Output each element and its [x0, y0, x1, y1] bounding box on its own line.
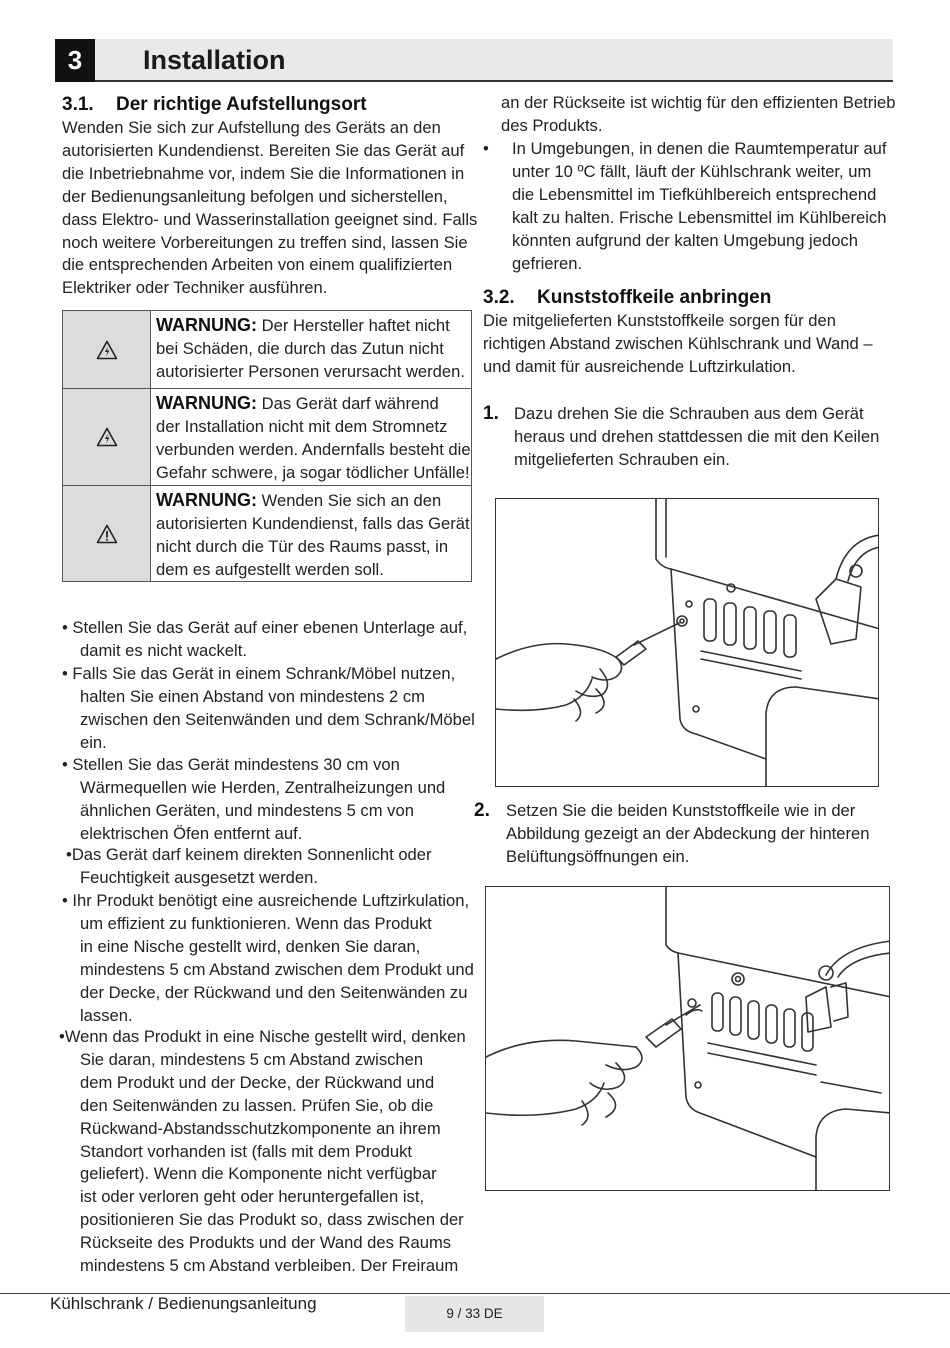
bullet-marker: • — [66, 845, 72, 864]
footer-document-title: Kühlschrank / Bedienungsanleitung — [50, 1294, 317, 1313]
text-line: mindestens 5 cm Abstand verbleiben. Der Freiraum — [80, 1256, 459, 1276]
warning-label: WARNUNG: — [156, 490, 257, 510]
text-line: noch weitere Vorbereitungen zu treffen sind, lassen Sie — [62, 232, 468, 252]
step-number: 1. — [483, 403, 499, 424]
figure-insert-wedges — [485, 886, 890, 1191]
step-text — [506, 800, 870, 869]
text-line: Elektriker oder Techniker ausführen. — [62, 278, 328, 298]
bullet-item — [62, 754, 445, 846]
text-line: ein. — [80, 732, 107, 752]
text-line: geliefert). Wenn die Komponente nicht verfügbar — [80, 1164, 437, 1184]
section-3-1-paragraph — [62, 117, 477, 300]
text-line: nicht durch die Tür des Raums passt, in — [156, 536, 449, 556]
text-line: damit es nicht wackelt. — [80, 640, 247, 660]
text-line: verbunden werden. Andernfalls besteht die — [156, 439, 471, 459]
text-line: die Inbetriebnahme vor, indem Sie die Informationen in — [62, 163, 465, 183]
text-line: Abbildung gezeigt an der Abdeckung der hinteren — [506, 823, 870, 843]
text-line: heraus und drehen stattdessen die mit den Keilen — [514, 426, 880, 446]
text-line: an der Rückseite ist wichtig für den effizienten Betrieb — [501, 93, 896, 112]
chapter-title: Installation — [143, 45, 286, 75]
text-line: Der Hersteller haftet nicht — [257, 316, 450, 335]
text-line: richtigen Abstand zwischen Kühlschrank und Wand – — [483, 333, 873, 353]
text-line: Gefahr schwere, ja sogar tödlicher Unfälle! — [156, 462, 470, 482]
text-line: Belüftungsöffnungen ein. — [506, 846, 690, 866]
bullet-marker: • — [62, 664, 68, 683]
step-text — [514, 403, 879, 472]
step-number: 2. — [474, 800, 490, 821]
text-line: Ihr Produkt benötigt eine ausreichende Luftzirkulation, — [67, 891, 470, 910]
warning-row — [63, 486, 471, 581]
text-line: des Produkts. — [501, 115, 603, 135]
text-line: Setzen Sie die beiden Kunststoffkeile wie in der — [506, 801, 856, 820]
text-line: dass Elektro- und Wasserinstallation geeignet sind. Falls — [62, 209, 478, 229]
text-line: Wenden Sie sich zur Aufstellung des Geräts an den — [62, 118, 441, 137]
text-line: elektrischen Öfen entfernt auf. — [80, 823, 303, 843]
text-line: Dazu drehen Sie die Schrauben aus dem Gerät — [514, 404, 864, 423]
text-line: unter 10 ºC fällt, läuft der Kühlschrank weiter, um — [512, 161, 872, 181]
text-line: Stellen Sie das Gerät mindestens 30 cm von — [67, 755, 400, 774]
text-line: halten Sie einen Abstand von mindestens 2 cm — [80, 686, 426, 706]
warning-row — [63, 389, 471, 486]
text-line: autorisierter Personen verursacht werden. — [156, 361, 465, 381]
warning-label: WARNUNG: — [156, 393, 257, 413]
text-line: der Bedienungsanleitung befolgen und sicherstellen, — [62, 186, 448, 206]
text-line: Standort vorhanden ist (falls mit dem Produkt — [80, 1141, 413, 1161]
text-line: dem Produkt und der Decke, der Rückwand und — [80, 1072, 435, 1092]
fridge-back-illustration — [496, 499, 879, 787]
warning-row — [63, 311, 471, 389]
text-line: lassen. — [80, 1005, 133, 1025]
text-line: bei Schäden, die durch das Zutun nicht — [156, 338, 444, 358]
text-line: die Lebensmittel im Tiefkühlbereich entsprechend — [512, 184, 877, 204]
text-line: Rückseite des Produkts und der Wand des Raums — [80, 1233, 452, 1253]
bullet-item — [483, 138, 887, 275]
text-line: Wenden Sie sich an den — [257, 491, 442, 510]
warning-icon-cell — [63, 486, 151, 581]
section-title: Kunststoffkeile anbringen — [537, 287, 772, 308]
text-line: um effizient zu funktionieren. Wenn das Produkt — [80, 913, 432, 933]
section-heading-3-1 — [62, 94, 367, 116]
text-line: Sie daran, mindestens 5 cm Abstand zwischen — [80, 1049, 424, 1069]
electric-warning-icon — [96, 340, 118, 360]
bullet-marker: • — [483, 139, 489, 158]
bullet-item — [66, 844, 432, 890]
text-line: ähnlichen Geräten, und mindestens 5 cm von — [80, 800, 414, 820]
section-3-2-paragraph — [483, 310, 873, 379]
warning-table — [62, 310, 472, 582]
bullet-marker: • — [62, 618, 68, 637]
bullet-marker: • — [62, 891, 68, 910]
section-number: 3.2. — [483, 287, 515, 308]
bullet-item — [59, 1026, 466, 1278]
text-line: gefrieren. — [512, 253, 583, 273]
warning-text — [156, 314, 465, 384]
text-line: autorisierten Kundendienst, falls das Gerät — [156, 513, 470, 533]
page-number: 9 / 33 DE — [405, 1296, 544, 1332]
fridge-back-wedges-illustration — [486, 887, 890, 1191]
text-line: Das Gerät darf während — [257, 394, 439, 413]
text-line: Wenn das Produkt in eine Nische gestellt wird, denken — [64, 1027, 466, 1046]
text-line: der Installation nicht mit dem Stromnetz — [156, 416, 448, 436]
warning-triangle-icon — [96, 524, 118, 544]
electric-warning-icon — [96, 427, 118, 447]
section-heading-3-2 — [483, 287, 771, 309]
text-line: Die mitgelieferten Kunststoffkeile sorgen für den — [483, 311, 836, 330]
text-line: positionieren Sie das Produkt so, dass zwischen der — [80, 1210, 464, 1230]
text-line: die entsprechenden Arbeiten von einem qualifizierten — [62, 255, 453, 275]
bullet-item — [62, 663, 475, 755]
text-line: kalt zu halten. Frische Lebensmittel im Kühlbereich — [512, 207, 887, 227]
bullet-marker: • — [62, 755, 68, 774]
text-line: ist oder verloren geht oder heruntergefallen ist, — [80, 1187, 425, 1207]
text-line: Rückwand-Abstandsschutzkomponente an ihrem — [80, 1118, 441, 1138]
bullet-marker: • — [59, 1027, 65, 1046]
warning-text — [156, 489, 470, 582]
text-line: der Decke, der Rückwand und den Seitenwänden zu — [80, 982, 468, 1002]
bullet-item — [62, 890, 474, 1027]
chapter-number: 3 — [55, 39, 95, 82]
text-line: mitgelieferten Schrauben ein. — [514, 449, 730, 469]
text-line: und damit für ausreichende Luftzirkulation. — [483, 356, 796, 376]
text-line: In Umgebungen, in denen die Raumtemperatur auf — [512, 139, 887, 158]
text-line: könnten aufgrund der kalten Umgebung jedoch — [512, 230, 858, 250]
text-line: Falls Sie das Gerät in einem Schrank/Möbel nutzen, — [67, 664, 456, 683]
continuation-paragraph — [501, 92, 895, 138]
text-line: zwischen den Seitenwänden und dem Schrank/Möbel — [80, 709, 475, 729]
text-line: Stellen Sie das Gerät auf einer ebenen Unterlage auf, — [67, 618, 468, 637]
bullet-item — [62, 617, 467, 663]
warning-icon-cell — [63, 311, 151, 388]
warning-icon-cell — [63, 389, 151, 485]
text-line: den Seitenwänden zu lassen. Prüfen Sie, ob die — [80, 1095, 434, 1115]
text-line: Wärmequellen wie Herden, Zentralheizungen und — [80, 777, 446, 797]
text-line: autorisierten Kundendienst. Bereiten Sie das Gerät auf — [62, 140, 465, 160]
section-number: 3.1. — [62, 94, 94, 115]
figure-unscrew-screw — [495, 498, 879, 787]
text-line: in eine Nische gestellt wird, denken Sie daran, — [80, 936, 421, 956]
warning-text — [156, 392, 471, 485]
text-line: Das Gerät darf keinem direkten Sonnenlicht oder — [71, 845, 432, 864]
text-line: mindestens 5 cm Abstand zwischen dem Produkt und — [80, 959, 474, 979]
text-line: Feuchtigkeit ausgesetzt werden. — [80, 867, 318, 887]
section-title: Der richtige Aufstellungsort — [116, 94, 367, 115]
warning-label: WARNUNG: — [156, 315, 257, 335]
text-line: dem es aufgestellt werden soll. — [156, 559, 384, 579]
